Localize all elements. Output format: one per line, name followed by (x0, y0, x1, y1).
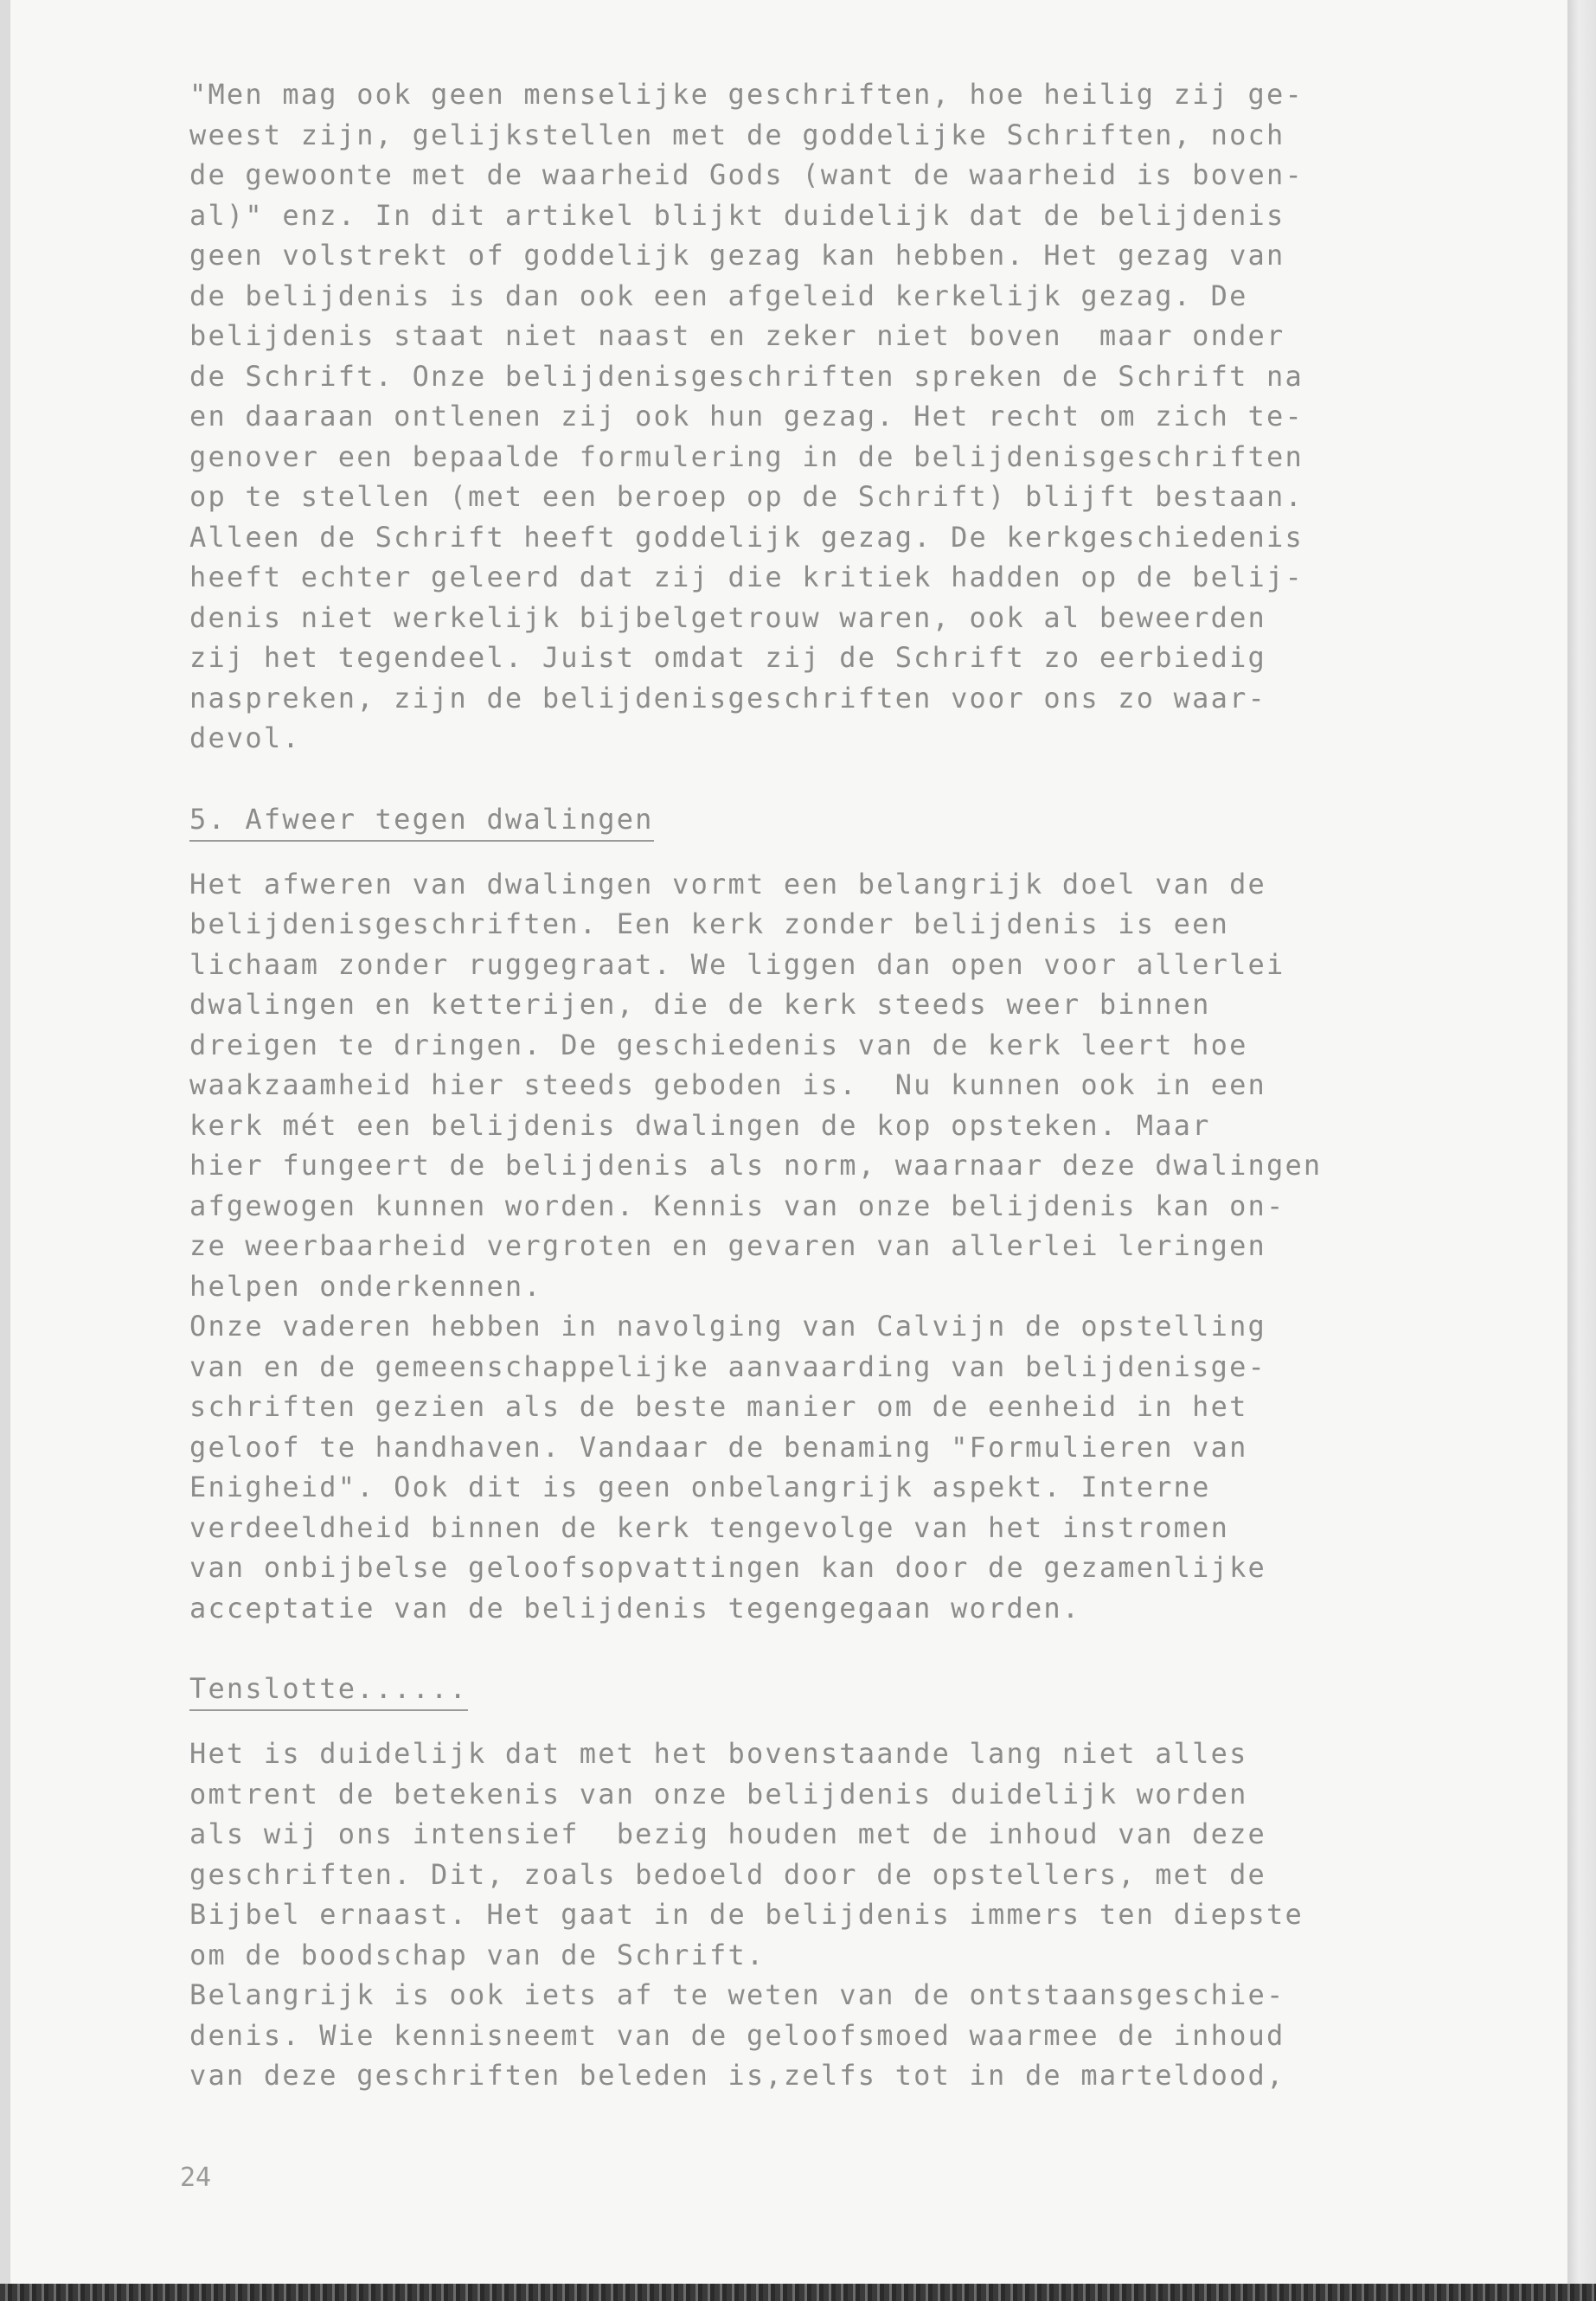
body-paragraph: "Men mag ook geen menselijke geschriften, hoe heilig zij ge- weest zijn, gelijkstellen met de goddelijke Schriften, noch de gewoonte met de waarheid Gods (want de waarheid is boven- al)" enz. In dit artikel blijkt duidelijk dat de belijdenis geen volstrekt of goddelijk gezag kan hebben. Het gezag van de belijdenis is dan ook een afgeleid kerkelijk gezag. De belijdenis staat niet naast en zeker niet boven maar onder de Schrift. Onze belijdenisgeschriften spreken de Schrift na en daaraan ontlenen zij ook hun gezag. Het recht om zich te- genover een bepaalde formulering in de belijdenisgeschriften op te stellen (met een beroep op de Schrift) blijft bestaan. Alleen de Schrift heeft goddelijk gezag. De kerkgeschiedenis heeft echter geleerd dat zij die kritiek hadden op de belij- denis niet werkelijk bijbelgetrouw waren, ook al beweerden zij het tegendeel. Juist omdat zij de Schrift zo eerbiedig naspreken, zijn de belijdenisgeschriften voor ons zo waar- devol. (189, 78, 1304, 754)
page-content (189, 74, 1461, 2096)
scan-bottom-band (0, 2284, 1596, 2301)
body-paragraph: Het is duidelijk dat met het bovenstaande lang niet alles omtrent de betekenis van onze belijdenis duidelijk worden als wij ons intensief bezig houden met de inhoud van deze geschriften. Dit, zoals bedoeld door de opstellers, met de Bijbel ernaast. Het gaat in de belijdenis immers ten diepste om de boodschap van de Schrift. Belangrijk is ook iets af te weten van de ontstaansgeschie- denis. Wie kennisneemt van de geloofsmoed waarmee de inhoud van deze geschriften beleden is,zelfs tot in de marteldood, (189, 1737, 1304, 2092)
section-heading: Tenslotte...... (189, 1671, 468, 1711)
section-heading: 5. Afweer tegen dwalingen (189, 802, 654, 842)
body-paragraph: Het afweren van dwalingen vormt een belangrijk doel van de belijdenisgeschriften. Een kerk zonder belijdenis is een lichaam zonder ruggegraat. We liggen dan open voor allerlei dwalingen en ketterijen, die de kerk steeds weer binnen dreigen te dringen. De geschiedenis van de kerk leert hoe waakzaamheid hier steeds geboden is. Nu kunnen ook in een kerk mét een belijdenis dwalingen de kop opsteken. Maar hier fungeert de belijdenis als norm, waarnaar deze dwalingen afgewogen kunnen worden. Kennis van onze belijdenis kan on- ze weerbaarheid vergroten en gevaren van allerlei leringen helpen onderkennen. Onze vaderen hebben in navolging van Calvijn de opstelling van en de gemeenschappelijke aanvaarding van belijdenisge- schriften gezien als de beste manier om de eenheid in het geloof te handhaven. Vandaar de benaming "Formulieren van Enigheid". Ook dit is geen onbelangrijk aspekt. Interne verdeeldheid binnen de kerk tengevolge van het instromen van onbijbelse geloofsopvattingen kan door de gezamenlijke acceptatie van de belijdenis tegengegaan worden. (189, 867, 1323, 1625)
section-heading-wrap (189, 1669, 1461, 1711)
document-page (10, 0, 1567, 2284)
section-heading-wrap (189, 799, 1461, 842)
page-number: 24 (180, 2163, 212, 2193)
scan-edge (1567, 0, 1596, 2301)
